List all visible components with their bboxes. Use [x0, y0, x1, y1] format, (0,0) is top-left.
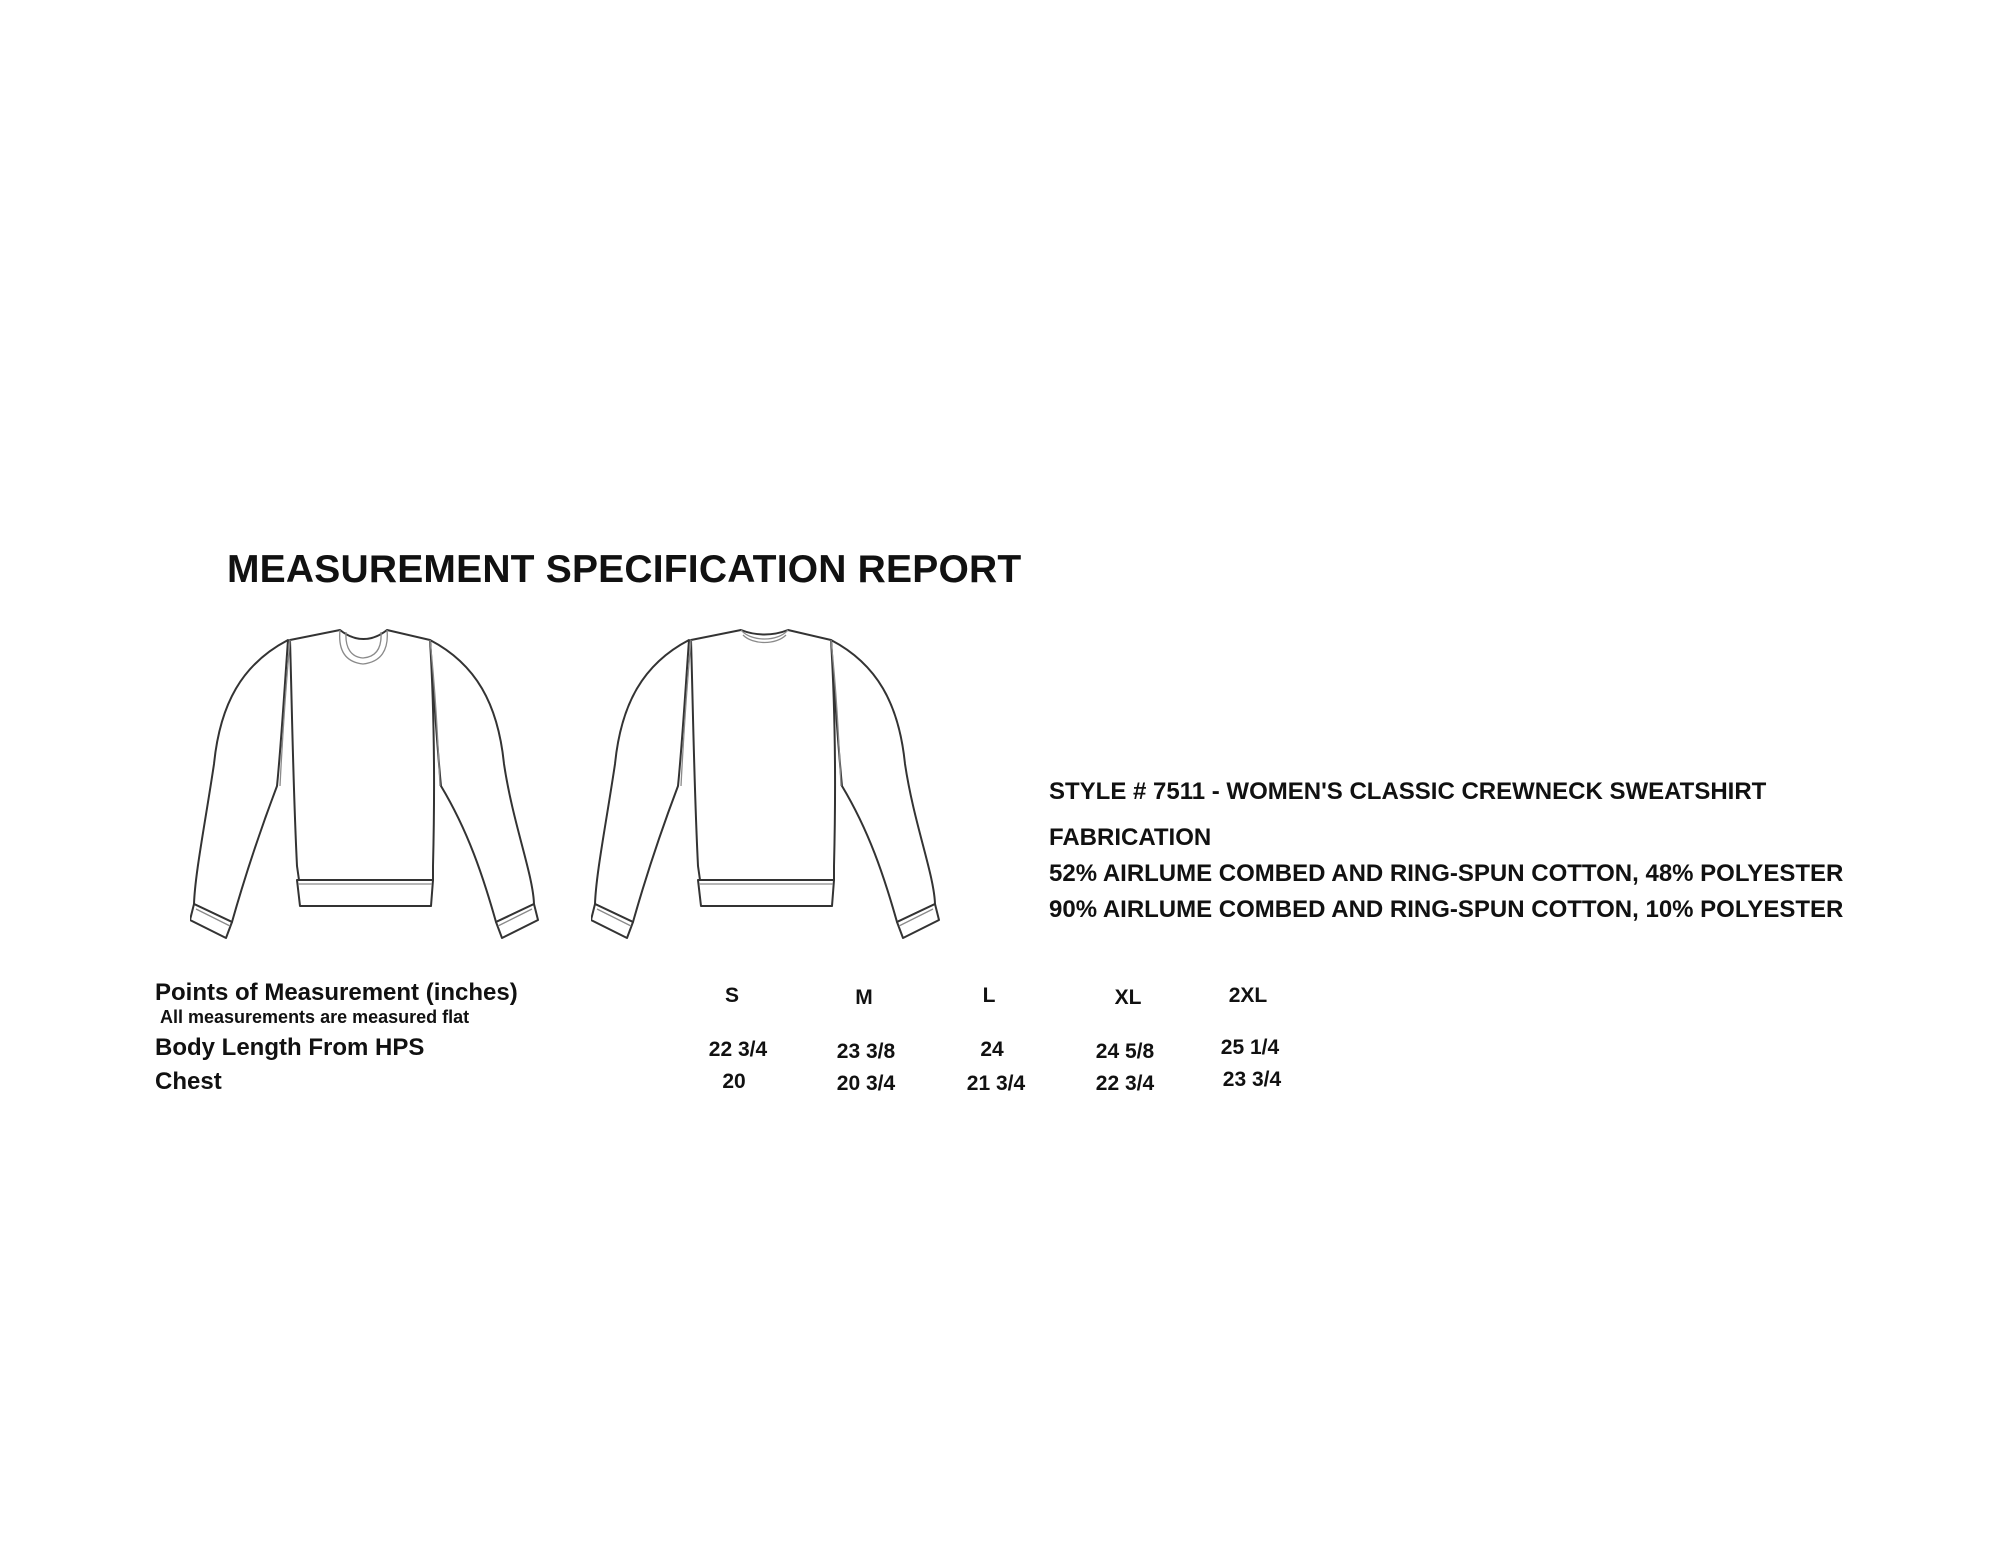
fabrication-label: FABRICATION: [1049, 824, 1212, 851]
table-cell: 24: [980, 1038, 1004, 1061]
table-note: All measurements are measured flat: [160, 1007, 470, 1027]
style-title: STYLE # 7511 - WOMEN'S CLASSIC CREWNECK SWEATSHIRT: [1049, 778, 1767, 805]
table-cell: 23 3/8: [836, 1040, 896, 1063]
sweatshirt-front-sketch: [190, 626, 590, 942]
table-cell: 22 3/4: [1095, 1072, 1155, 1095]
fabrication-line: 90% AIRLUME COMBED AND RING-SPUN COTTON, 10% POLYESTER: [1049, 896, 1844, 923]
table-cell: 23 3/4: [1222, 1068, 1282, 1091]
table-cell: 20 3/4: [836, 1072, 896, 1095]
size-header: S: [724, 984, 739, 1007]
size-header: XL: [1114, 986, 1142, 1009]
size-header: M: [855, 986, 873, 1009]
table-cell: 25 1/4: [1220, 1036, 1280, 1059]
row-label: Chest: [155, 1068, 222, 1095]
table-cell: 20: [722, 1070, 746, 1093]
page-title: MEASUREMENT SPECIFICATION REPORT: [227, 548, 1022, 591]
sweatshirt-back-sketch: [591, 626, 991, 942]
table-cell: 24 5/8: [1095, 1040, 1155, 1063]
table-cell: 21 3/4: [966, 1072, 1026, 1095]
row-label: Body Length From HPS: [155, 1034, 425, 1061]
table-cell: 22 3/4: [708, 1038, 768, 1061]
size-header: L: [982, 984, 996, 1007]
size-header: 2XL: [1228, 984, 1268, 1007]
table-heading: Points of Measurement (inches): [155, 979, 518, 1006]
fabrication-line: 52% AIRLUME COMBED AND RING-SPUN COTTON, 48% POLYESTER: [1049, 860, 1844, 887]
